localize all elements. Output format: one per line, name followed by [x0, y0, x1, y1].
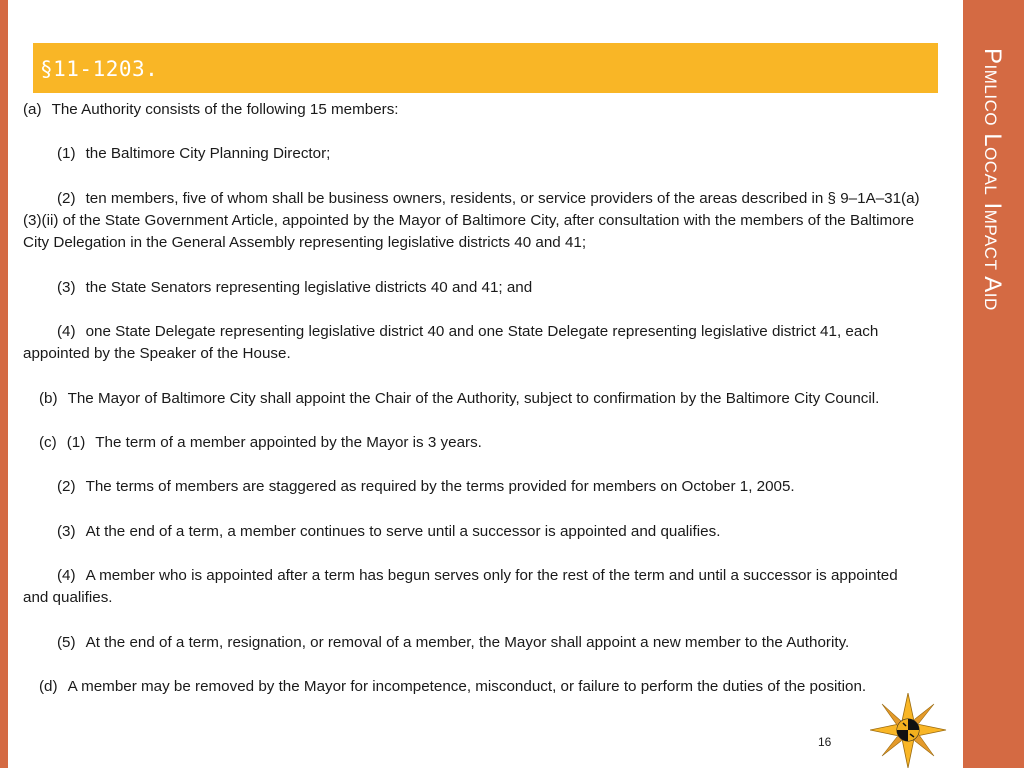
paragraph-a2: [23, 188, 923, 255]
text-a: The Authority consists of the following 15 members:: [51, 101, 399, 118]
label-c: (c): [39, 433, 57, 451]
label-c4: (4): [57, 567, 76, 585]
label-a: (a): [23, 101, 42, 118]
left-accent-bar: [0, 0, 8, 768]
paragraph-c5: [23, 632, 923, 654]
text-c5: At the end of a term, resignation, or removal of a member, the Mayor shall appoint a new member to the Authority.: [85, 633, 850, 651]
paragraph-c1: [23, 432, 923, 454]
compass-star-logo-icon: [870, 693, 948, 768]
label-c2: (2): [57, 478, 76, 496]
section-title: §11-1203.: [40, 57, 159, 81]
text-d: A member may be removed by the Mayor for incompetence, misconduct, or failure to perform the duties of the position.: [67, 678, 867, 696]
text-c2: The terms of members are staggered as required by the terms provided for members on October 1, 2005.: [85, 478, 795, 496]
label-a4: (4): [57, 322, 76, 340]
paragraph-d: [23, 676, 923, 698]
text-c3: At the end of a term, a member continues to serve until a successor is appointed and qualifies.: [85, 522, 721, 540]
paragraph-a: [23, 99, 923, 121]
label-c1: (1): [66, 433, 86, 451]
text-c4: A member who is appointed after a term has begun serves only for the rest of the term and until a successor is appointed and qualifies.: [23, 567, 898, 607]
paragraph-c4: [23, 565, 923, 609]
label-b: (b): [39, 389, 58, 407]
text-a3: the State Senators representing legislative districts 40 and 41; and: [85, 278, 533, 296]
label-a2: (2): [57, 189, 76, 207]
label-c3: (3): [57, 522, 76, 540]
paragraph-b: [23, 388, 923, 410]
label-c5: (5): [57, 633, 76, 651]
section-header: [33, 43, 938, 93]
text-c1: The term of a member appointed by the Mayor is 3 years.: [95, 433, 482, 451]
label-a3: (3): [57, 278, 76, 296]
presentation-title: Pimlico Local Impact Aid: [979, 48, 1006, 311]
text-a1: the Baltimore City Planning Director;: [85, 145, 331, 163]
paragraph-c2: [23, 476, 923, 498]
statute-text: [23, 99, 923, 721]
text-a2: ten members, five of whom shall be business owners, residents, or service providers of the areas described in § 9–1A–31(a)(3)(ii) of the State Government Article, appointed by the Mayor of Baltimore City, after consultation with the members of the Baltimore City Delegation in the General Assembly representing legislative districts 40 and 41;: [23, 189, 920, 252]
paragraph-a4: [23, 321, 923, 365]
paragraph-a3: [23, 277, 923, 299]
paragraph-a1: [23, 143, 923, 165]
label-d: (d): [39, 678, 58, 696]
paragraph-c3: [23, 521, 923, 543]
page-number: 16: [818, 735, 832, 749]
text-a4: one State Delegate representing legislative district 40 and one State Delegate representing legislative district 41, each appointed by the Speaker of the House.: [23, 322, 879, 363]
text-b: The Mayor of Baltimore City shall appoint the Chair of the Authority, subject to confirmation by the Baltimore City Council.: [67, 389, 880, 407]
label-a1: (1): [57, 145, 76, 163]
